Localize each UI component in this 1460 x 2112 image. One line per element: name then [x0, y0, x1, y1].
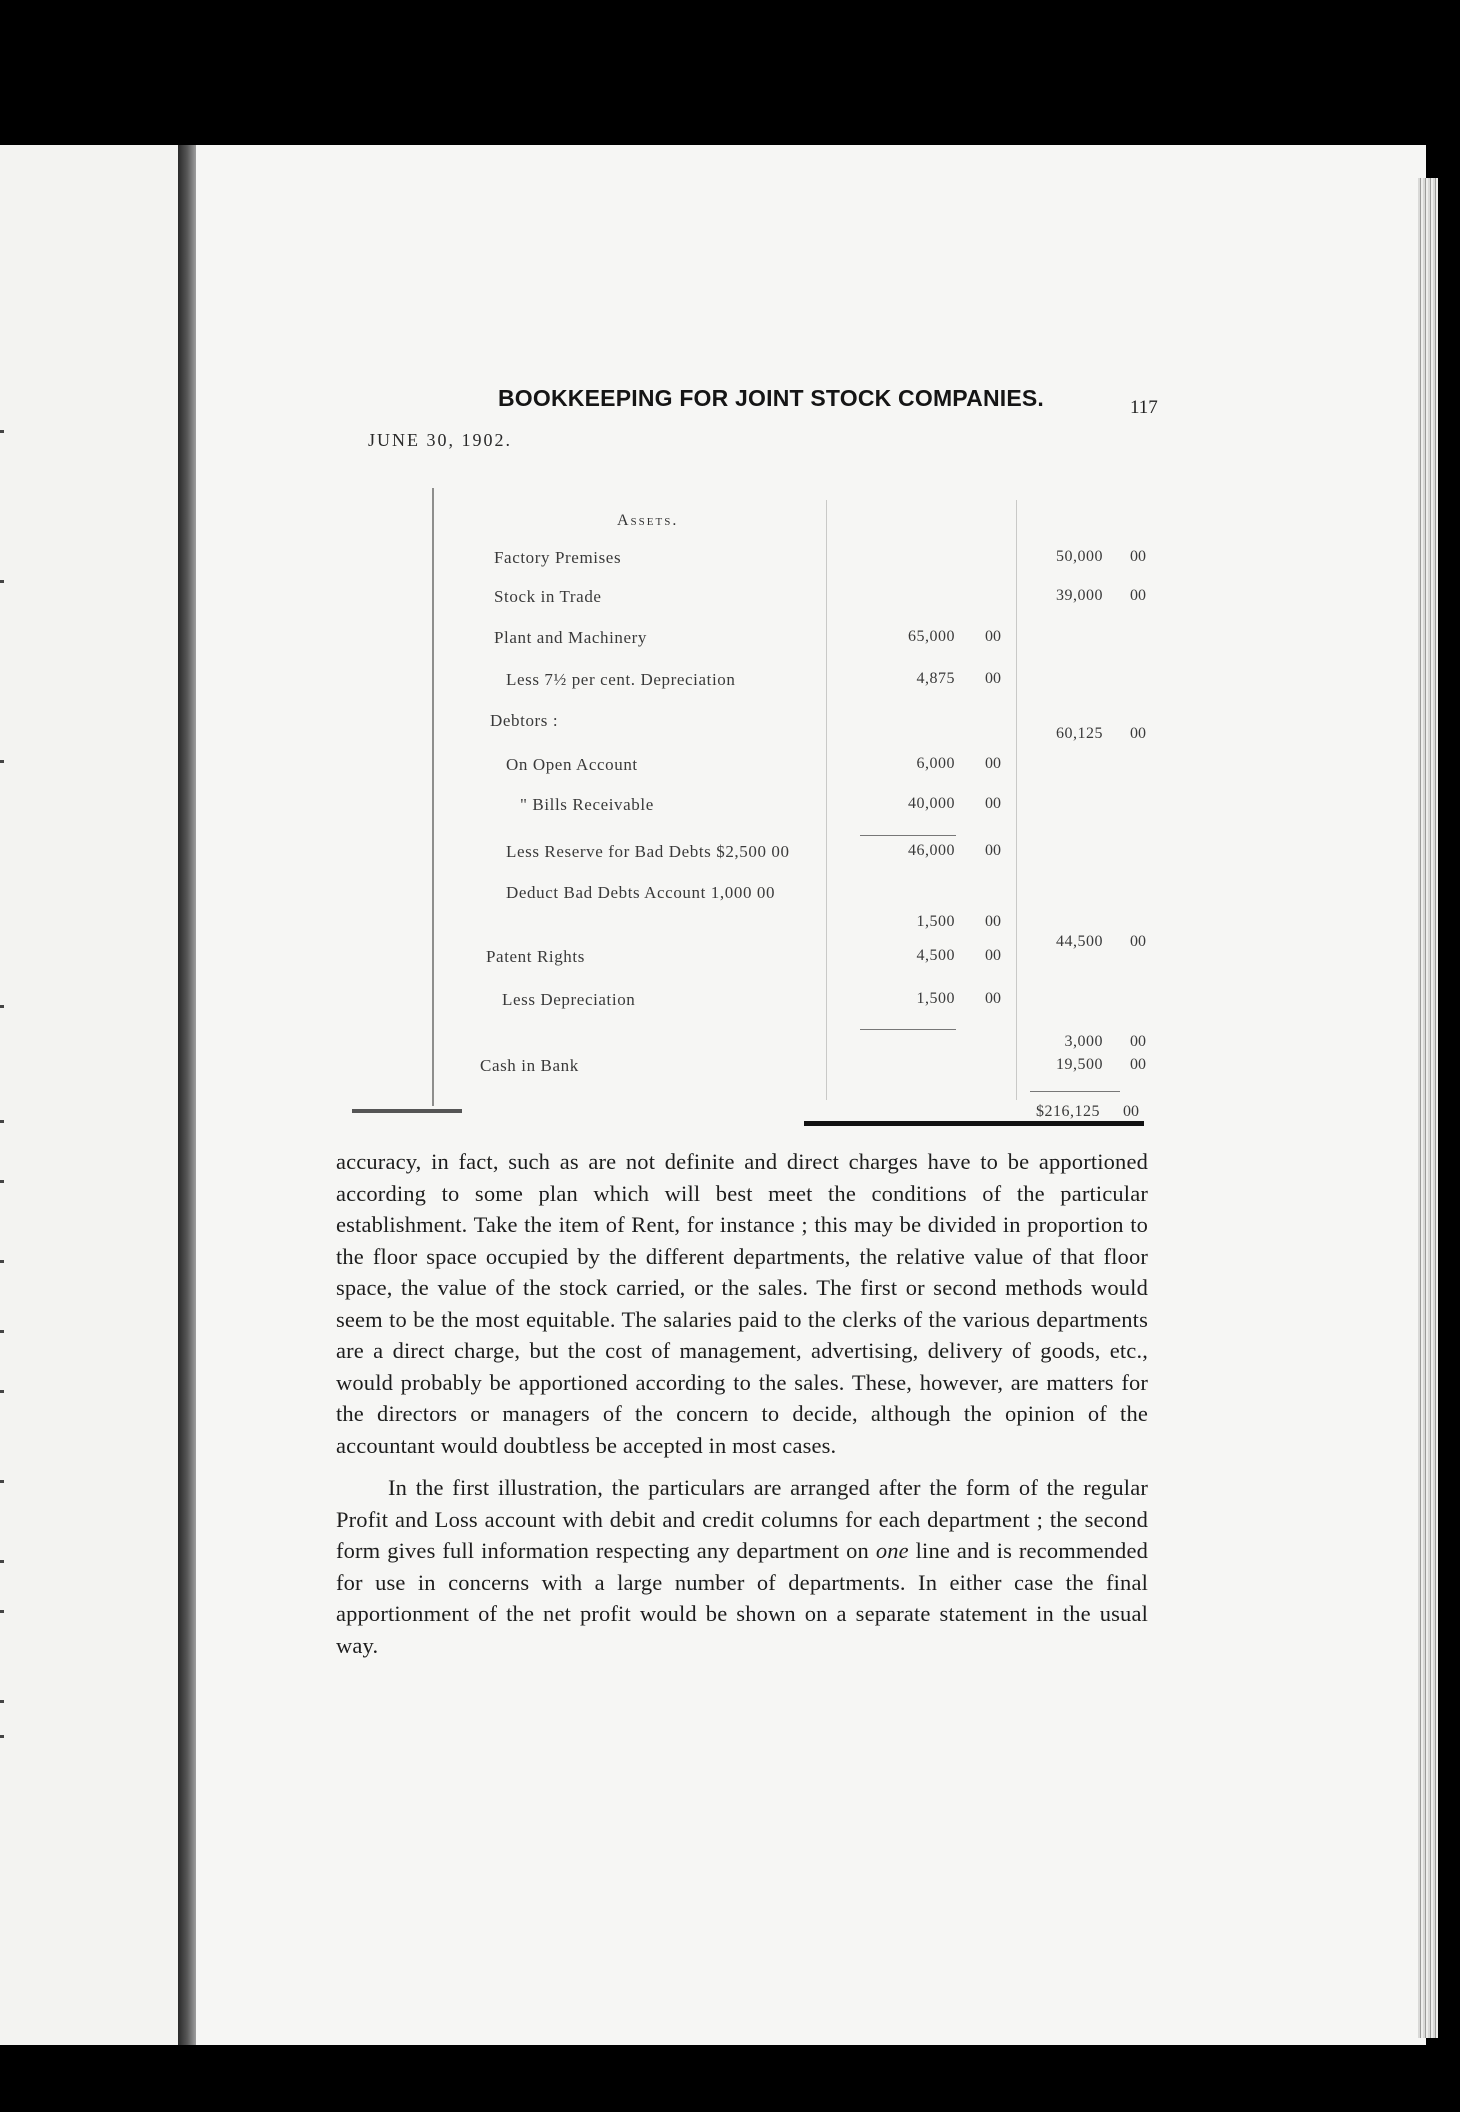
body-text — [336, 1146, 1148, 1672]
sheet-column-rule-1 — [826, 500, 827, 1100]
paragraph-2-end: line and is recommended for use in concerns with a large number of departments. In either case the final apportionment of the net profit would be shown on a separate statement in the usual way. — [336, 1538, 1148, 1658]
sheet-left-stub — [352, 1109, 462, 1113]
sheet-row-col2-cents: 00 — [1130, 548, 1146, 565]
paragraph-2-start: In the first illustration, the particulars are arranged after the form of the regular Profit and Loss account with debit and credit columns for each department ; the second form gives full information respecting any department on — [336, 1475, 1148, 1563]
sheet-row-label: Cash in Bank — [480, 1056, 579, 1075]
sheet-row-label: Less Depreciation — [502, 990, 636, 1009]
sheet-row-col1-cents: 00 — [985, 947, 1001, 964]
sheet-row-col1-cents: 00 — [985, 842, 1001, 859]
sheet-row-col2-amount: 60,125 — [1056, 725, 1103, 742]
sheet-row-label: Deduct Bad Debts Account 1,000 00 — [506, 883, 776, 902]
sheet-row-label: Debtors : — [490, 711, 559, 730]
sheet-row-label: " Bills Receivable — [520, 795, 654, 814]
subtotal-rule — [860, 1029, 956, 1030]
facing-page — [0, 145, 182, 2045]
sheet-row-col2-cents: 00 — [1130, 1056, 1146, 1073]
sheet-row-col1-amount: 40,000 — [908, 795, 955, 812]
sheet-row-col1-amount: 65,000 — [908, 628, 955, 645]
paragraph-1: accuracy, in fact, such as are not definite and direct charges have to be apportioned according to some plan which will best meet the conditions of the particular establishment. Take the item of Rent, for instance ; this may be divided in proportion to the floor space occupied by the different departments, the relative value of that floor space, the value of the stock carried, or the sales. The first or second methods would seem to be the most equitable. The salaries paid to the clerks of the various departments are a direct charge, but the cost of management, advertising, delivery of goods, etc., would probably be apportioned according to the sales. These, however, are matters for the directors or managers of the concern to decide, although the opinion of the accountant would doubtless be accepted in most cases. — [336, 1149, 1148, 1458]
page-edges — [1418, 178, 1438, 2038]
sheet-row-col2-amount: 44,500 — [1056, 933, 1103, 950]
sheet-row-col1-amount: 1,500 — [916, 913, 955, 930]
sheet-row-col1-amount: 1,500 — [916, 990, 955, 1007]
sheet-row-col1-amount: 46,000 — [908, 842, 955, 859]
sheet-total: $216,125 — [1036, 1103, 1100, 1120]
sheet-row-col1-cents: 00 — [985, 795, 1001, 812]
total-rule — [804, 1121, 1144, 1126]
sheet-row-col2-cents: 00 — [1130, 587, 1146, 604]
sheet-row-label: On Open Account — [506, 755, 638, 774]
subtotal-rule — [1030, 1091, 1120, 1092]
sheet-left-rule — [432, 488, 434, 1106]
sheet-row-col2-cents: 00 — [1130, 1033, 1146, 1050]
sheet-row-col2-amount: 50,000 — [1056, 548, 1103, 565]
running-title: BOOKKEEPING FOR JOINT STOCK COMPANIES. — [498, 385, 1045, 411]
paragraph-2-emphasis: one — [875, 1538, 909, 1563]
sheet-row-col2-cents: 00 — [1130, 933, 1146, 950]
sheet-row-col2-cents: 00 — [1130, 725, 1146, 742]
sheet-row-col1-amount: 4,500 — [916, 947, 955, 964]
sheet-row-label: Patent Rights — [486, 947, 585, 966]
sheet-row-col1-cents: 00 — [985, 990, 1001, 1007]
sheet-total-cents: 00 — [1123, 1103, 1139, 1120]
sheet-row-label: Less Reserve for Bad Debts $2,500 00 — [506, 842, 790, 861]
sheet-row-col2-amount: 3,000 — [1064, 1033, 1103, 1050]
subtotal-rule — [860, 835, 956, 836]
sheet-row-col1-cents: 00 — [985, 628, 1001, 645]
assets-heading: Assets. — [617, 512, 679, 529]
paragraph-2 — [336, 1472, 1148, 1661]
sheet-row-label: Plant and Machinery — [494, 628, 648, 647]
page-number: 117 — [1130, 397, 1158, 418]
sheet-row-col1-cents: 00 — [985, 755, 1001, 772]
sheet-row-col1-amount: 6,000 — [916, 755, 955, 772]
sheet-date: JUNE 30, 1902. — [368, 430, 512, 450]
sheet-row-label: Stock in Trade — [494, 587, 602, 606]
sheet-row-col2-amount: 19,500 — [1056, 1056, 1103, 1073]
sheet-row-col1-cents: 00 — [985, 913, 1001, 930]
sheet-row-col1-amount: 4,875 — [916, 670, 955, 687]
sheet-row-col2-amount: 39,000 — [1056, 587, 1103, 604]
sheet-row-label: Less 7½ per cent. Depreciation — [506, 670, 736, 689]
sheet-row-col1-cents: 00 — [985, 670, 1001, 687]
sheet-row-label: Factory Premises — [494, 548, 622, 567]
